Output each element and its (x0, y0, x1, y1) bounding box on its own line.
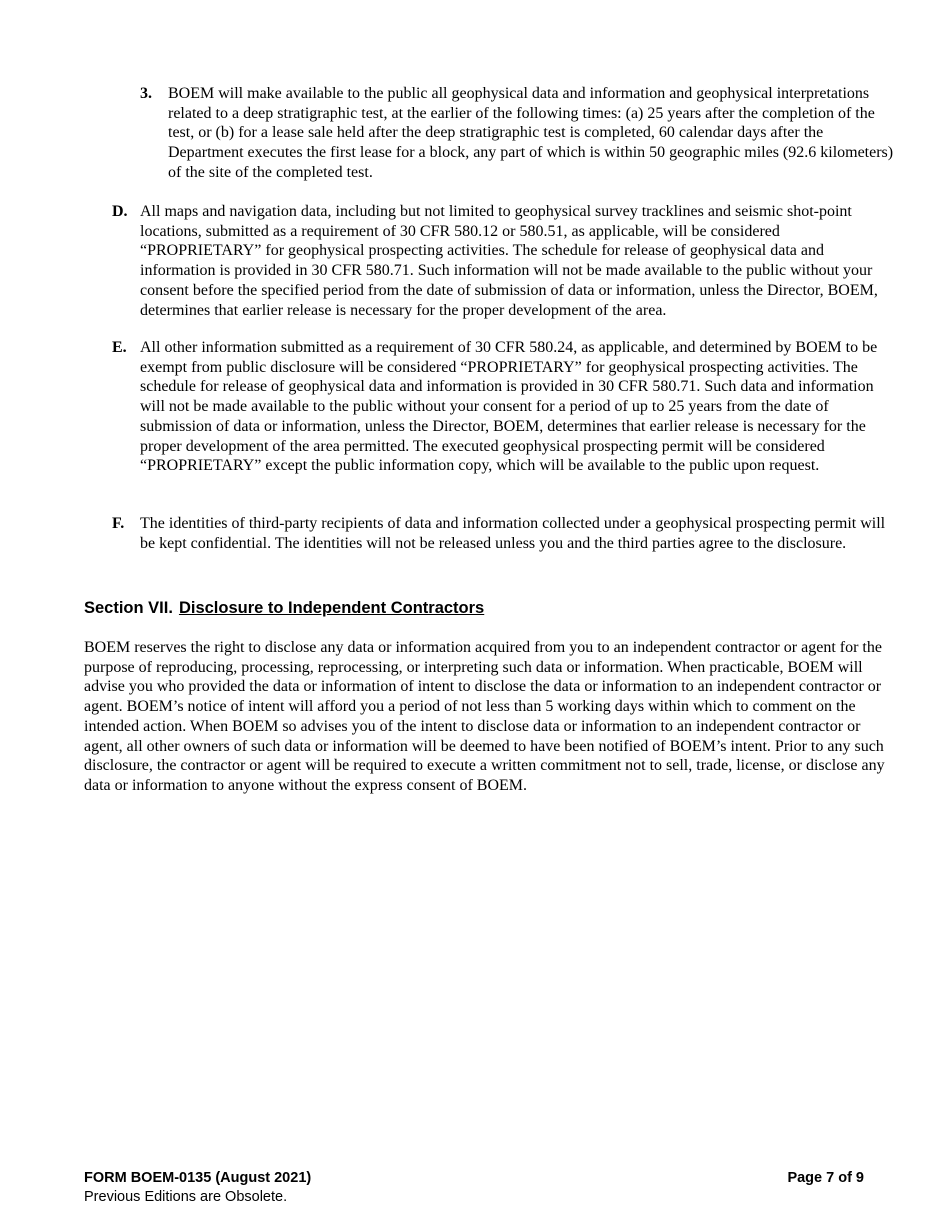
footer-obsolete-notice: Previous Editions are Obsolete. (84, 1189, 288, 1205)
section-heading (84, 599, 484, 618)
item-e-text: All other information submitted as a requirement of 30 CFR 580.24, as applicable, and determined by BOEM to be exempt from public disclosure will be considered “PROPRIETARY” for geophysical prospecting activities. The schedule for release of geophysical data and information is provided in 30 CFR 580.71. Such data and information will not be made available to the public without your consent for a period of up to 25 years from the date of submission of data or information, unless the Director, BOEM, determines that earlier release is necessary for the proper development of the area permitted. The executed geophysical prospecting permit will be considered “PROPRIETARY” except the public information copy, which will be available to the public upon request. (140, 339, 878, 475)
item-3-label: 3. (140, 85, 152, 102)
section-body: BOEM reserves the right to disclose any data or information acquired from you to an independent contractor or agent for the purpose of reproducing, processing, reprocessing, or interpreting such data or information. When practicable, BOEM will advise you who provided the data or information of intent to disclose the data or information to an independent contractor or agent. BOEM’s notice of intent will afford you a period of not less than 5 working days within which to comment on the intended action. When BOEM so advises you of the intent to disclose data or information to an independent contractor or agent, all other owners of such data or information will be deemed to have been notified of BOEM’s intent. Prior to any such disclosure, the contractor or agent will be required to execute a written commitment not to sell, trade, license, or disclose any data or information to anyone without the express consent of BOEM. (84, 639, 885, 794)
item-3-text: BOEM will make available to the public all geophysical data and information and geophysical interpretations related to a deep stratigraphic test, at the earlier of the following times: (a) 25 years after the completion of the test, or (b) for a lease sale held after the deep stratigraphic test is completed, 60 calendar days after the Department executes the first lease for a block, any part of which is within 50 geographic miles (92.6 kilometers) of the site of the completed test. (168, 85, 894, 181)
item-f-text: The identities of third-party recipients of data and information collected under a geophysical prospecting permit will be kept confidential. The identities will not be released unless you and the third parties agree to the disclosure. (140, 515, 886, 552)
item-d-label: D. (112, 203, 128, 220)
item-e-label: E. (112, 339, 127, 356)
section-number: Section VII. (84, 599, 173, 617)
item-f-label: F. (112, 515, 125, 532)
item-d-text: All maps and navigation data, including but not limited to geophysical survey tracklines and seismic shot-point locations, submitted as a requirement of 30 CFR 580.12 or 580.51, as applicable, will be considered “PROPRIETARY” for geophysical prospecting activities. The schedule for release of geophysical data and information is provided in 30 CFR 580.71. Such information will not be made available to the public without your consent before the specified period from the date of submission of data or information, unless the Director, BOEM, determines that earlier release is necessary for the proper development of the area. (140, 203, 878, 319)
footer-page-number: Page 7 of 9 (787, 1170, 864, 1186)
section-title: Disclosure to Independent Contractors (178, 599, 485, 617)
footer-form-number: FORM BOEM-0135 (August 2021) (84, 1170, 312, 1186)
